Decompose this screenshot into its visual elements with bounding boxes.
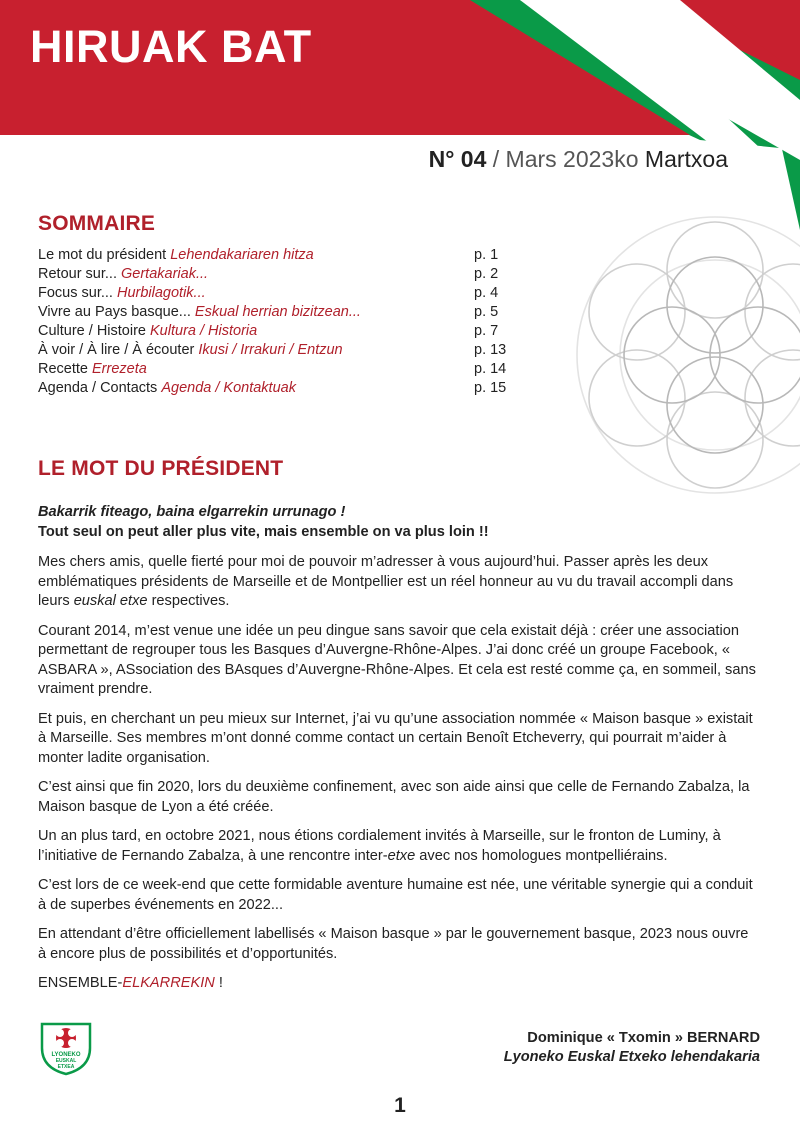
toc-item-eu: Ikusi / Irrakuri / Entzun [198,342,343,358]
closing-eu: ELKARREKIN [122,975,215,991]
lead-quote-eu: Bakarrik fiteago, baina elgarrekin urrunago ! [38,504,346,520]
toc-item-page: p. 14 [474,361,507,377]
toc-item-fr: Vivre au Pays basque... [38,304,195,320]
toc-item[interactable] [38,379,558,398]
toc-item-eu: Lehendakariaren hitza [170,247,314,263]
closing-end: ! [214,975,223,991]
logo-text-3: ETXEA [57,1064,75,1070]
paragraph: Et puis, en cherchant un peu mieux sur Internet, j’ai vu qu’une association nommée « Maison basque » existait à Marseille. Ses membres m’ont donné comme contact un certain Benoît Etcheverry, qui pourrait m’aider à monter ladite organisation. [38,710,753,766]
paragraph: Courant 2014, m’est venue une idée un peu dingue sans savoir que cela existait déjà : créer une association permettant de regrouper tous les Basques d’Auvergne-Rhône-Alpes. J’ai donc créé un groupe Facebook, « ASBARA », ASsociation des BAsques d’Auvergne-Rhône-Alpes. Et cela est resté comme ça, en sommeil, sans vraiment prendre. [38,622,756,697]
toc-item-eu: Kultura / Historia [150,323,258,339]
issue-month-fr: Mars 2023ko [505,146,639,172]
toc-item[interactable] [38,246,558,265]
logo-text-1: LYONEKO [51,1052,81,1058]
section-title: LE MOT DU PRÉSIDENT [38,457,284,480]
table-of-contents [38,246,558,398]
paragraph [38,827,758,866]
page-number: 1 [394,1094,406,1117]
article-body [38,553,758,1004]
toc-item-fr: Focus sur... [38,285,117,301]
toc-item-eu: Eskual herrian bizitzean... [194,304,361,320]
paragraph-italic: euskal etxe [73,593,148,609]
paragraph: C’est ainsi que fin 2020, lors du deuxième confinement, avec son aide ainsi que celle de Fernando Zabalza, la Maison basque de Lyon a été créée. [38,779,750,815]
toc-item-eu: Errezeta [92,361,147,377]
paragraph: C’est lors de ce week-end que cette formidable aventure humaine est née, une véritable synergie qui a conduit à de superbes événements en 2022... [38,877,753,913]
toc-item-page: p. 15 [474,380,507,396]
issue-number: N° 04 [428,146,487,172]
toc-item[interactable] [38,322,558,341]
toc-item-page: p. 5 [474,304,499,320]
toc-item-eu: Hurbilagotik... [116,285,206,301]
toc-item[interactable] [38,265,558,284]
signature [504,1029,760,1067]
toc-item-page: p. 2 [474,266,499,282]
lyoneko-euskal-etxea-logo [38,1018,94,1076]
toc-item[interactable] [38,284,558,303]
toc-title: SOMMAIRE [38,212,156,235]
toc-item-fr: Le mot du président [38,247,171,263]
toc-item-eu: Agenda / Kontaktuak [161,380,296,396]
toc-item-fr: À voir / À lire / À écouter [38,342,199,358]
paragraph-text: respectives. [147,593,230,609]
toc-item-page: p. 4 [474,285,499,301]
paragraph: En attendant d’être officiellement labellisés « Maison basque » par le gouvernement basque, 2023 nous ouvre à encore plus de possibilités et d’opportunités. [38,926,749,962]
toc-item[interactable] [38,360,558,379]
toc-item[interactable] [38,341,558,360]
toc-item-page: p. 13 [474,342,507,358]
toc-item-fr: Culture / Histoire [38,323,151,339]
logo-text-2: EUSKAL [55,1058,77,1064]
closing-fr: ENSEMBLE- [38,975,123,991]
closing-line [38,974,758,994]
lauburu-rosette-icon [565,210,800,510]
signature-role: Lyoneko Euskal Etxeko lehendakaria [503,1049,760,1065]
toc-item-fr: Recette [38,361,92,377]
toc-item[interactable] [38,303,558,322]
toc-item-page: p. 7 [474,323,499,339]
lead-quote-fr: Tout seul on peut aller plus vite, mais ensemble on va plus loin !! [38,523,489,540]
lead-quote [38,503,758,542]
toc-item-page: p. 1 [474,247,499,263]
issue-line [429,146,728,173]
signature-name: Dominique « Txomin » BERNARD [527,1030,760,1046]
toc-item-eu: Gertakariak... [121,266,209,282]
paragraph-italic: etxe [387,847,416,864]
masthead-title: HIRUAK BAT [30,21,312,72]
paragraph-text: Mes chers amis, quelle fierté pour moi de pouvoir m’adresser à vous aujourd’hui. Passer après les deux emblématiques présidents de Marseille et de Montpellier est un réel honneur au vu du travail accompli dans leurs [38,554,734,609]
toc-item-fr: Agenda / Contacts [38,380,162,396]
issue-month-eu: Martxoa [644,146,728,172]
paragraph [38,553,758,612]
paragraph-text: Un an plus tard, en octobre 2021, nous étions cordialement invités à Marseille, sur le fronton de Luminy, à l’initiative de Fernando Zabalza, à une rencontre inter- [38,828,721,864]
toc-item-fr: Retour sur... [38,266,122,282]
issue-separator: / [486,146,506,172]
paragraph-text: avec nos homologues montpelliérains. [415,847,668,864]
